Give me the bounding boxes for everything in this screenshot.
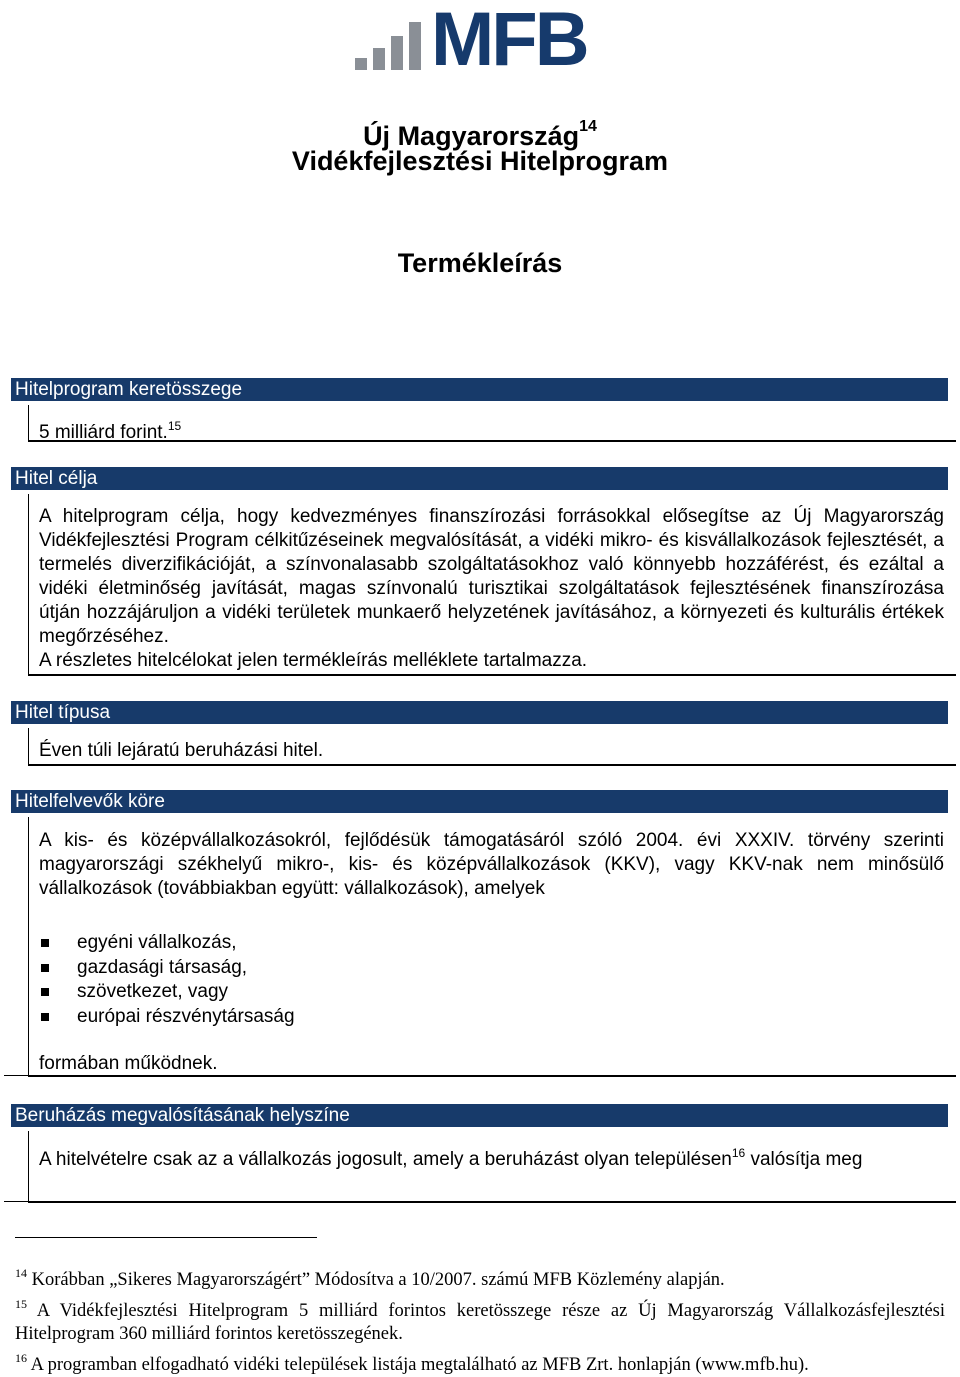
footnote-15: $^{15}$ A Vidékfejlesztési Hitelprogram 5 milliárd forintos keretösszege része az Új Magyarország Vállalkozásfejlesztési Hitelprogram 360 milliárd forintos keretösszegének. (15, 1293, 945, 1347)
section-text-kor-closing: formában működnek. (39, 1052, 944, 1076)
footnote-14: $^{14}$ Korábban „Sikeres Magyarországért” Módosítva a 10/2007. számú MFB Közlemény alapján. (15, 1262, 945, 1293)
section-heading-helyszin: Beruházás megvalósításának helyszíne (11, 1104, 948, 1127)
logo-text: MFB (431, 0, 587, 83)
section-text-cel-2: A részletes hitelcélokat jelen termékleírás melléklete tartalmazza. (39, 649, 944, 673)
bullet-list (39, 931, 639, 1029)
section-text-cel: A hitelprogram célja, hogy kedvezményes finanszírozási forrásokkal elősegítse az Új Magyarország Vidékfejlesztési Program célkitűzéseinek megvalósítását, a vidéki mikro- és kisvállalkozások fejlesztését, a termelés diverzifikációját, a színvonalasabb szolgáltatásokhoz való könnyebb hozzáférést, és ezáltal a vidéki életminőség javítását, magas színvonalú turisztikai szolgáltatások fejlesztésének finanszírozása útján hozzájáruljon a vidéki területek munkaerő helyzetének javításához, a környezeti és kulturális értékek megőrzéséhez. (39, 505, 944, 649)
footnote-ref-16[interactable]: 16 (732, 1146, 745, 1160)
page-title-line2: Vidékfejlesztési Hitelprogram (0, 144, 960, 178)
footnote-ref-14[interactable]: 14 (579, 118, 597, 135)
section-heading-keretosszeg: Hitelprogram keretösszege (11, 378, 948, 401)
list-item: gazdasági társaság, (39, 956, 639, 981)
section-text-helyszin: A hitelvételre csak az a vállalkozás jogosult, amely a beruházást olyan településen$^{16}$ valósítja meg (39, 1141, 944, 1172)
footnote-ref-15[interactable]: 15 (168, 419, 181, 433)
section-heading-tipus: Hitel típusa (11, 701, 948, 724)
section-heading-cel: Hitel célja (11, 467, 948, 490)
list-item: egyéni vállalkozás, (39, 931, 639, 956)
title-line1: Új Magyarország (363, 121, 579, 151)
section-text-tipus: Éven túli lejáratú beruházási hitel. (39, 739, 944, 763)
section-text-kor: A kis- és középvállalkozásokról, fejlődésük támogatásáról szóló 2004. évi XXXIV. törvény szerinti magyarországi székhelyű mikro-, kis- és középvállalkozások (KKV), vagy KKV-nak nem minősülő vállalkozások (továbbiakban együtt: vállalkozások), amelyek (39, 829, 944, 901)
list-item: európai részvénytársaság (39, 1005, 639, 1030)
section-text-keretosszeg: 5 milliárd forint.$^{15}$ (39, 414, 944, 445)
list-item: szövetkezet, vagy (39, 980, 639, 1005)
section-heading-kor: Hitelfelvevők köre (11, 790, 948, 813)
footnote-divider (15, 1237, 317, 1238)
footnote-16: $^{16}$ A programban elfogadható vidéki települések listája megtalálható az MFB Zrt. honlapján (www.mfb.hu). (15, 1347, 945, 1377)
mfb-logo (355, 8, 615, 74)
page-subtitle: Termékleírás (0, 246, 960, 280)
